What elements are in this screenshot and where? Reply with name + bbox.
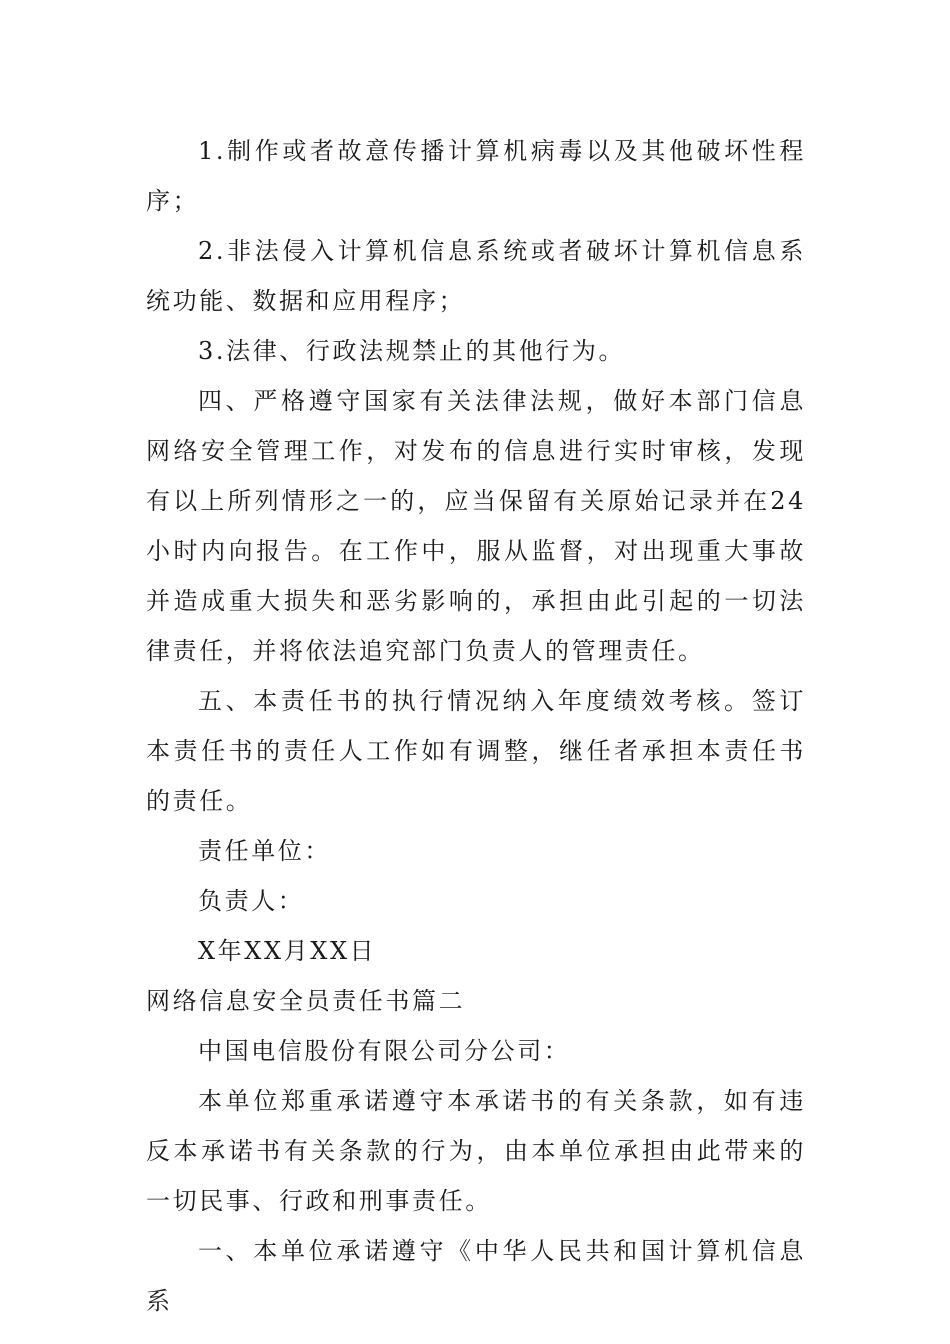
list-item-2: 2.非法侵入计算机信息系统或者破坏计算机信息系统功能、数据和应用程序； bbox=[146, 237, 806, 315]
addressee-line: 中国电信股份有限公司分公司： bbox=[198, 1037, 571, 1065]
responsible-person-line: 负责人： bbox=[198, 887, 305, 915]
clause-one-paragraph: 一、本单位承诺遵守《中华人民共和国计算机信息系 bbox=[146, 1237, 806, 1315]
list-item-1: 1.制作或者故意传播计算机病毒以及其他破坏性程序； bbox=[146, 137, 806, 215]
section-heading: 网络信息安全员责任书篇二 bbox=[146, 987, 466, 1015]
date-line: X年XX月XX日 bbox=[198, 937, 377, 965]
list-item-3: 3.法律、行政法规禁止的其他行为。 bbox=[198, 337, 626, 365]
pledge-paragraph: 本单位郑重承诺遵守本承诺书的有关条款，如有违反本承诺书有关条款的行为，由本单位承担由此带来的一切民事、行政和刑事责任。 bbox=[146, 1087, 806, 1215]
section-four-paragraph: 四、严格遵守国家有关法律法规，做好本部门信息网络安全管理工作，对发布的信息进行实时审核，发现有以上所列情形之一的，应当保留有关原始记录并在24小时内向报告。在工作中，服从监督，对出现重大事故并造成重大损失和恶劣影响的，承担由此引起的一切法律责任，并将依法追究部门负责人的管理责任。 bbox=[146, 387, 806, 665]
responsible-unit-line: 责任单位： bbox=[198, 837, 331, 865]
section-five-paragraph: 五、本责任书的执行情况纳入年度绩效考核。签订本责任书的责任人工作如有调整，继任者承担本责任书的责任。 bbox=[146, 687, 806, 815]
document-body bbox=[146, 126, 806, 1326]
